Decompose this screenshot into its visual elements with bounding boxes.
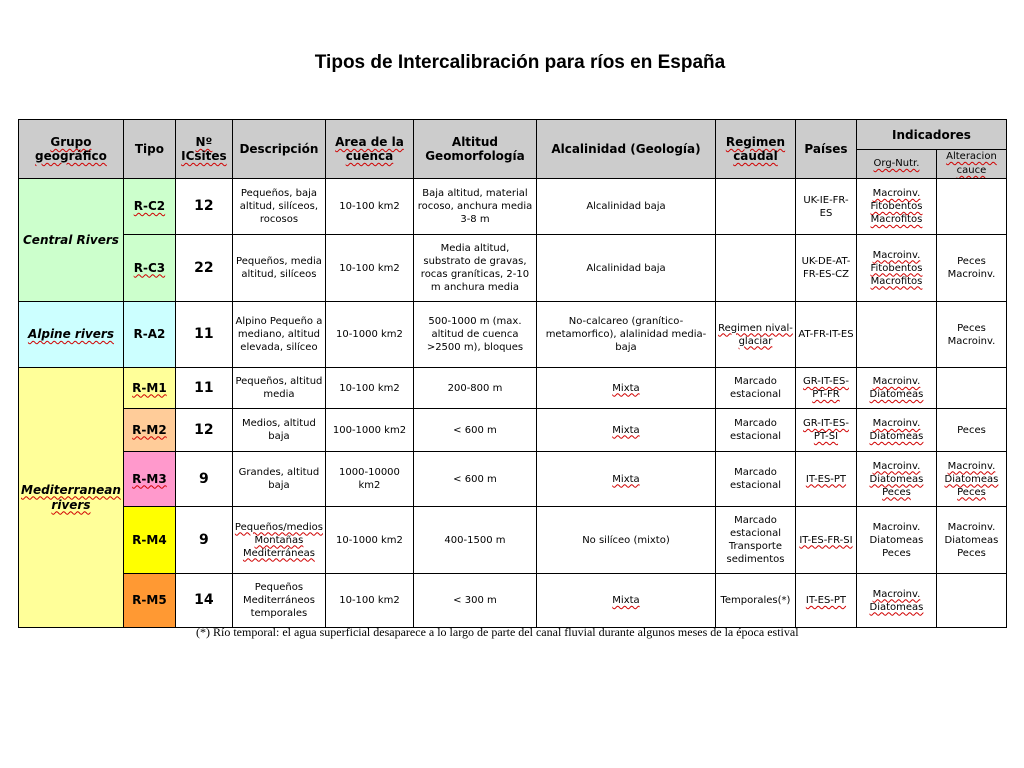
table-row	[19, 452, 1007, 507]
cell-altitud: 400-1500 m	[413, 507, 536, 574]
cell-altitud: Baja altitud, material rocoso, anchura media 3-8 m	[413, 179, 536, 235]
header-alcalinidad: Alcalinidad (Geología)	[536, 120, 715, 179]
cell-area: 100-1000 km2	[325, 409, 413, 452]
header-descripcion: Descripción	[232, 120, 325, 179]
cell-area: 10-100 km2	[325, 574, 413, 628]
table-row	[19, 574, 1007, 628]
table-row	[19, 368, 1007, 409]
footnote: (*) Río temporal: el agua superficial desaparece a lo largo de parte del canal fluvial durante algunos meses de la época estival	[196, 625, 799, 639]
cell-area: 10-100 km2	[325, 235, 413, 302]
cell-paises: IT-ES-PT	[795, 452, 856, 507]
cell-paises: UK-DE-AT-FR-ES-CZ	[795, 235, 856, 302]
cell-altitud: < 300 m	[413, 574, 536, 628]
cell-org-nutr: Macroinv. Fitobentos Macrofitos	[856, 235, 936, 302]
header-regimen: Regimen caudal	[715, 120, 795, 179]
cell-ics: 12	[175, 409, 232, 452]
cell-ics: 14	[175, 574, 232, 628]
cell-regimen	[715, 235, 795, 302]
cell-descripcion: Medios, altitud baja	[232, 409, 325, 452]
cell-descripcion: Pequeños/medios Montañas Mediterráneas	[232, 507, 325, 574]
cell-org-nutr: Macroinv. Diatomeas Peces	[856, 507, 936, 574]
cell-descripcion: Pequeños, media altitud, silíceos	[232, 235, 325, 302]
cell-altitud: 500-1000 m (max. altitud de cuenca >2500 m), bloques	[413, 302, 536, 368]
cell-paises: GR-IT-ES-PT-SI	[795, 409, 856, 452]
cell-paises: IT-ES-FR-SI	[795, 507, 856, 574]
cell-descripcion: Pequeños, altitud media	[232, 368, 325, 409]
cell-altitud: < 600 m	[413, 409, 536, 452]
cell-org-nutr: Macroinv. Diatomeas	[856, 409, 936, 452]
cell-ics: 12	[175, 179, 232, 235]
cell-alcalinidad: Mixta	[536, 452, 715, 507]
cell-org-nutr: Macroinv. Diatomeas	[856, 574, 936, 628]
header-ncsites: Nº ICsites	[175, 120, 232, 179]
cell-alteracion	[936, 368, 1006, 409]
cell-ics: 11	[175, 368, 232, 409]
header-alteracion: Alteracion cauce	[936, 150, 1006, 179]
cell-ics: 11	[175, 302, 232, 368]
cell-altitud: Media altitud, substrato de gravas, rocas graníticas, 2-10 m anchura media	[413, 235, 536, 302]
cell-tipo: R-M1	[123, 368, 175, 409]
cell-alteracion	[936, 179, 1006, 235]
cell-paises: UK-IE-FR-ES	[795, 179, 856, 235]
cell-regimen: Marcado estacional	[715, 409, 795, 452]
cell-alcalinidad: Mixta	[536, 574, 715, 628]
cell-descripcion: Alpino Pequeño a mediano, altitud elevada, silíceo	[232, 302, 325, 368]
cell-altitud: < 600 m	[413, 452, 536, 507]
cell-alteracion: Macroinv. Diatomeas Peces	[936, 507, 1006, 574]
cell-regimen: Marcado estacional	[715, 368, 795, 409]
header-indicadores: Indicadores	[856, 120, 1006, 150]
cell-alcalinidad: Mixta	[536, 409, 715, 452]
table-row	[19, 409, 1007, 452]
cell-alteracion: Peces Macroinv.	[936, 302, 1006, 368]
cell-alcalinidad: Alcalinidad baja	[536, 235, 715, 302]
cell-alcalinidad: Alcalinidad baja	[536, 179, 715, 235]
cell-descripcion: Pequeños, baja altitud, silíceos, rocosos	[232, 179, 325, 235]
cell-org-nutr: Macroinv. Diatomeas	[856, 368, 936, 409]
cell-paises: IT-ES-PT	[795, 574, 856, 628]
cell-tipo: R-M2	[123, 409, 175, 452]
cell-regimen: Marcado estacional Transporte sedimentos	[715, 507, 795, 574]
group-central: Central Rivers	[19, 179, 124, 302]
group-mediterranean: Mediterranean rivers	[19, 368, 124, 628]
cell-ics: 9	[175, 507, 232, 574]
cell-tipo: R-M3	[123, 452, 175, 507]
cell-tipo: R-C2	[123, 179, 175, 235]
table-row	[19, 507, 1007, 574]
cell-alteracion: Peces Macroinv.	[936, 235, 1006, 302]
cell-regimen: Regimen nival-glaciar	[715, 302, 795, 368]
cell-alteracion: Macroinv. Diatomeas Peces	[936, 452, 1006, 507]
cell-alcalinidad: No-calcareo (granítico-metamorfico), alalinidad media-baja	[536, 302, 715, 368]
cell-altitud: 200-800 m	[413, 368, 536, 409]
cell-alteracion: Peces	[936, 409, 1006, 452]
cell-tipo: R-M5	[123, 574, 175, 628]
cell-ics: 9	[175, 452, 232, 507]
cell-area: 10-100 km2	[325, 179, 413, 235]
cell-ics: 22	[175, 235, 232, 302]
header-org-nutr: Org-Nutr.	[856, 150, 936, 179]
cell-regimen: Temporales(*)	[715, 574, 795, 628]
cell-org-nutr	[856, 302, 936, 368]
table-row	[19, 302, 1007, 368]
cell-area: 10-1000 km2	[325, 302, 413, 368]
header-altitud: Altitud Geomorfología	[413, 120, 536, 179]
table-row	[19, 235, 1007, 302]
cell-tipo: R-M4	[123, 507, 175, 574]
table-row	[19, 179, 1007, 235]
intercalibration-table	[18, 119, 1007, 628]
header-grupo: Grupo geográfico	[19, 120, 124, 179]
cell-area: 1000-10000 km2	[325, 452, 413, 507]
cell-org-nutr: Macroinv. Fitobentos Macrofitos	[856, 179, 936, 235]
cell-regimen: Marcado estacional	[715, 452, 795, 507]
cell-org-nutr: Macroinv. Diatomeas Peces	[856, 452, 936, 507]
cell-area: 10-1000 km2	[325, 507, 413, 574]
cell-alteracion	[936, 574, 1006, 628]
header-paises: Países	[795, 120, 856, 179]
page-title: Tipos de Intercalibración para ríos en España	[314, 52, 726, 73]
cell-regimen	[715, 179, 795, 235]
cell-descripcion: Pequeños Mediterráneos temporales	[232, 574, 325, 628]
group-alpine: Alpine rivers	[19, 302, 124, 368]
header-row	[19, 120, 1007, 150]
cell-paises: AT-FR-IT-ES	[795, 302, 856, 368]
header-tipo: Tipo	[123, 120, 175, 179]
cell-alcalinidad: Mixta	[536, 368, 715, 409]
cell-tipo: R-A2	[123, 302, 175, 368]
cell-alcalinidad: No silíceo (mixto)	[536, 507, 715, 574]
cell-tipo: R-C3	[123, 235, 175, 302]
cell-area: 10-100 km2	[325, 368, 413, 409]
header-area: Area de la cuenca	[325, 120, 413, 179]
cell-descripcion: Grandes, altitud baja	[232, 452, 325, 507]
cell-paises: GR-IT-ES-PT-FR	[795, 368, 856, 409]
